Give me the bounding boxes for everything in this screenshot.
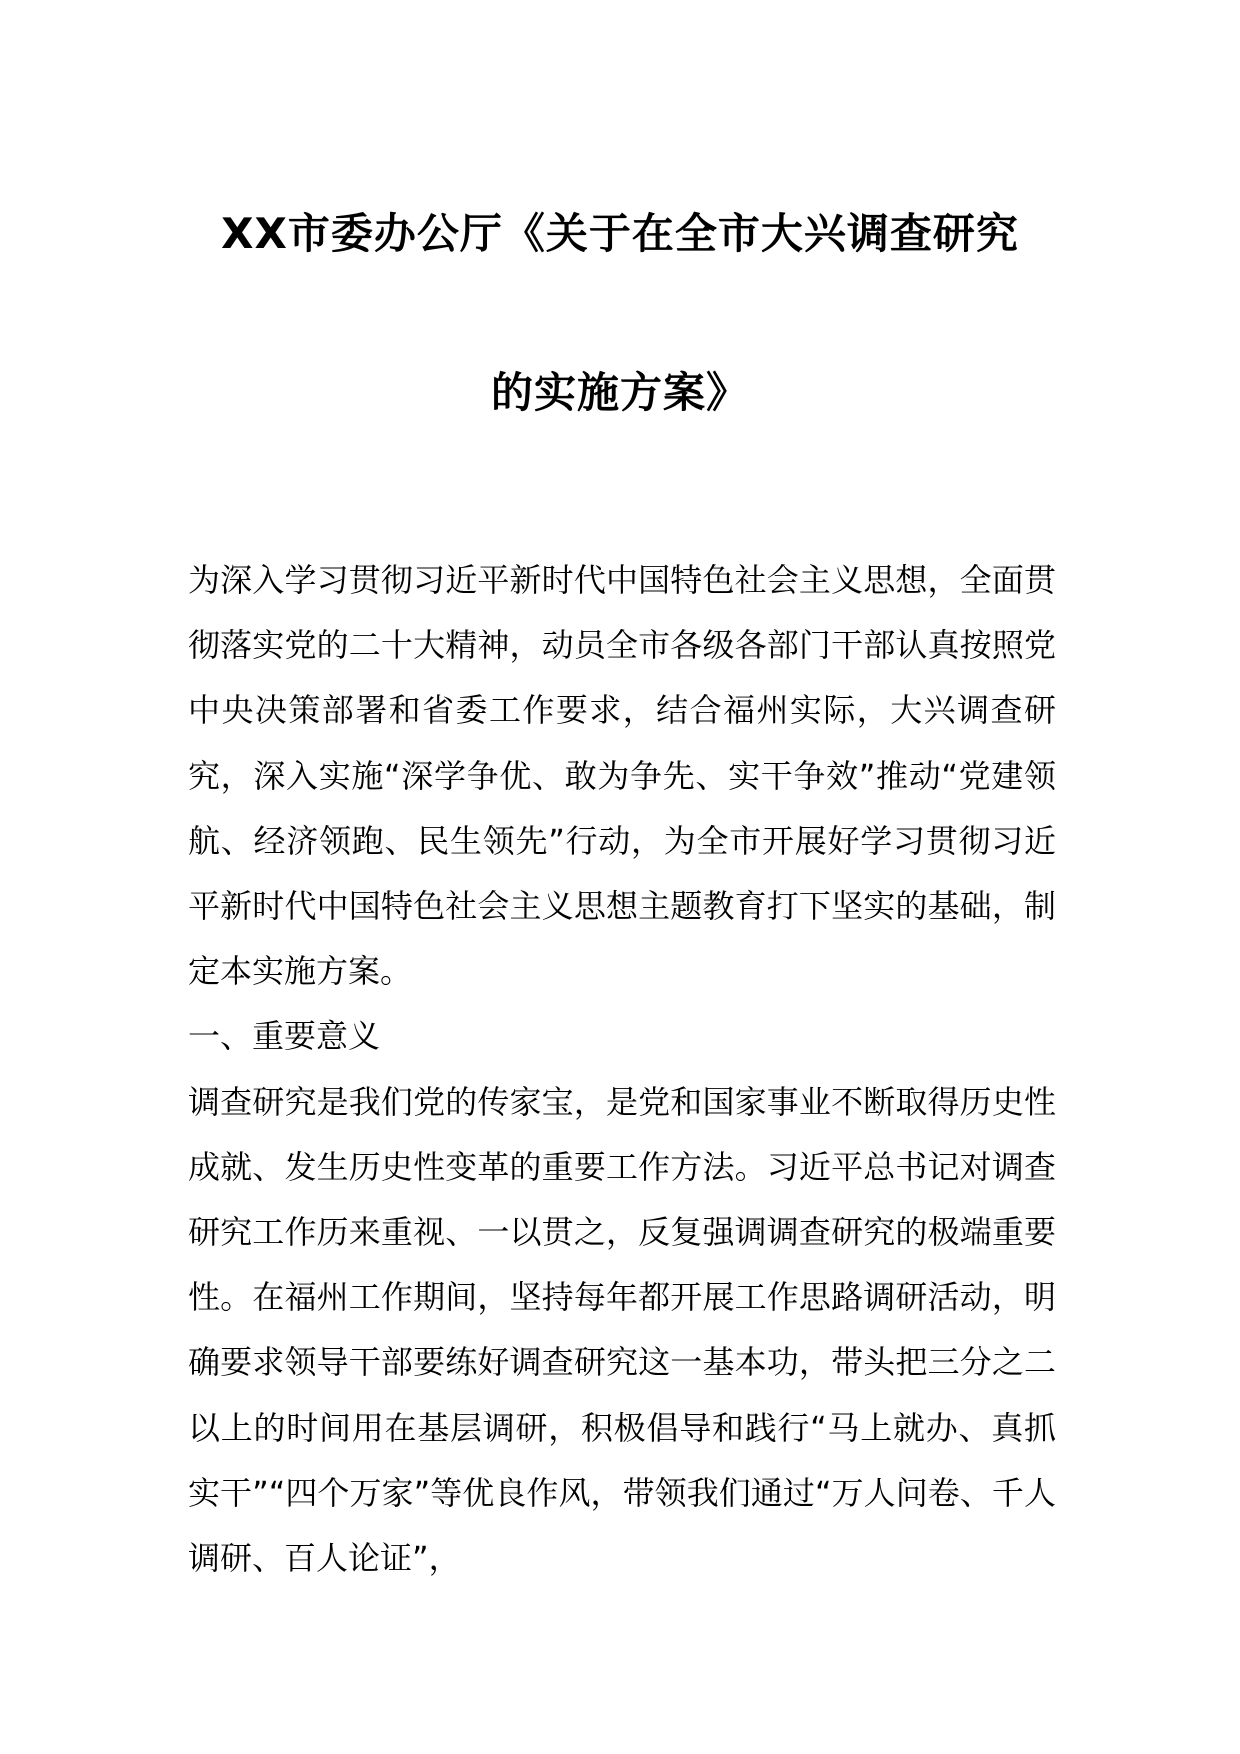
- document-title-line-1: XX市委办公厅《关于在全市大兴调查研究: [221, 209, 1019, 258]
- document-title-line-2: 的实施方案》: [490, 368, 749, 417]
- paragraph-importance: 调查研究是我们党的传家宝，是党和国家事业不断取得历史性成就、发生历史性变革的重要工作方法。习近平总书记对调查研究工作历来重视、一以贯之，反复强调调查研究的极端重要性。在福州工作期间，坚持每年都开展工作思路调研活动，明确要求领导干部要练好调查研究这一基本功，带头把三分之二以上的时间用在基层调研，积极倡导和践行“马上就办、真抓实干”“四个万家”等优良作风，带领我们通过“万人问卷、千人调研、百人论证”，: [188, 1082, 1056, 1578]
- document-body: [188, 548, 1056, 1591]
- paragraph-intro: 为深入学习贯彻习近平新时代中国特色社会主义思想，全面贯彻落实党的二十大精神，动员全市各级各部门干部认真按照党中央决策部署和省委工作要求，结合福州实际，大兴调查研究，深入实施“深学争优、敢为争先、实干争效”推动“党建领航、经济领跑、民生领先”行动，为全市开展好学习贯彻习近平新时代中国特色社会主义思想主题教育打下坚实的基础，制定本实施方案。: [188, 561, 1056, 991]
- section-heading-importance: 一、重要意义: [188, 1017, 381, 1056]
